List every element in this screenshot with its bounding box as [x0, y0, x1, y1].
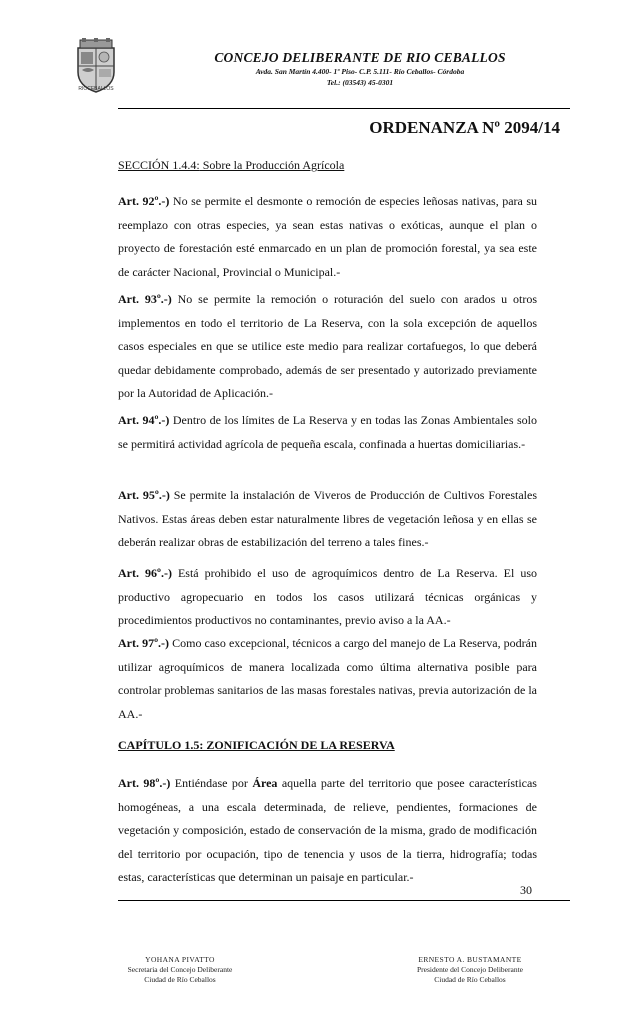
council-title: CONCEJO DELIBERANTE DE RIO CEBALLOS [214, 50, 506, 65]
signatory-role: Secretaria del Concejo Deliberante [127, 965, 233, 974]
article-text: No se permite la remoción o roturación del suelo con arados u otros implementos en todo el territorio de La Reserva, con la sola excepción de aquellos casos especiales en que se utilice este medio para realizar cortafuegos, lo que deberá quedar debidamente comprobado, además de ser presentado y autorizado previamente por la Autoridad de Aplicación.- [118, 292, 537, 400]
article-text: No se permite el desmonte o remoción de especies leñosas nativas, para su reemplazo con otras especies, ya sean estas nativas o exóticas, aunque el plan o proyecto de forestación esté enmarcado en un plan de promoción forestal, ya sea este de carácter Nacional, Provincial o Municipal.- [118, 194, 537, 279]
ordinance-number: ORDENANZA Nº 2094/14 [369, 118, 560, 137]
article-label: Art. 93º.-) [118, 292, 172, 306]
article-label: Art. 95º.-) [118, 488, 170, 502]
article-label: Art. 92º.-) [118, 194, 170, 208]
article-92 [118, 190, 537, 284]
article-97 [118, 632, 537, 726]
article-98 [118, 772, 537, 890]
article-text: Entiéndase por [170, 776, 253, 790]
chapter-heading: CAPÍTULO 1.5: ZONIFICACIÓN DE LA RESERVA [118, 738, 395, 752]
section-heading [118, 158, 344, 173]
article-95 [118, 484, 537, 555]
signatory-place: Ciudad de Río Ceballos [434, 975, 506, 984]
signatory-place: Ciudad de Río Ceballos [144, 975, 216, 984]
section-label: SECCIÓN 1.4.4: [118, 158, 200, 172]
article-text: Como caso excepcional, técnicos a cargo del manejo de La Reserva, podrán utilizar agroquímicos de manera localizada como última alternativa posible para controlar problemas sanitarios de las masas forestales nativas, previa autorización de la AA.- [118, 636, 537, 721]
article-94 [118, 409, 537, 456]
article-text: Dentro de los límites de La Reserva y en todas las Zonas Ambientales solo se permitirá actividad agrícola de pequeña escala, confinada a huertas domiciliarias.- [118, 413, 537, 451]
article-96 [118, 562, 537, 633]
signature-block-secretary [80, 955, 280, 985]
article-text: aquella parte del territorio que posee características homogéneas, a una escala determinada, de relieve, pendientes, formaciones de vegetación y composición, estado de conservación de la misma, grado de modificación del territorio por ocupación, tipo de tenencia y usos de la tierra, hidrografía; todas estas, características que determinan un paisaje en particular.- [118, 776, 537, 884]
article-label: Art. 94º.-) [118, 413, 170, 427]
crest-caption: RIOCEBALLOS [78, 86, 114, 92]
council-address: Avda. San Martín 4.400- 1º Piso- C.P. 5.111- Río Ceballos- Córdoba [255, 67, 465, 76]
signature-block-president [370, 955, 570, 985]
signatory-name: YOHANA PIVATTO [145, 955, 215, 964]
signatory-name: ERNESTO A. BUSTAMANTE [418, 955, 522, 964]
page-number: 30 [520, 883, 532, 897]
section-title: Sobre la Producción Agrícola [199, 158, 345, 172]
defined-term: Área [252, 776, 278, 790]
signatory-role: Presidente del Concejo Deliberante [416, 965, 523, 974]
header-divider [118, 108, 570, 109]
footer-divider [118, 900, 570, 901]
article-93 [118, 288, 537, 406]
council-phone: Tel.: (03543) 45-0301 [326, 78, 394, 87]
article-label: Art. 97º.-) [118, 636, 170, 650]
article-text: Se permite la instalación de Viveros de Producción de Cultivos Forestales Nativos. Estas áreas deben estar naturalmente libres de vegetación leñosa y en ellas se deberán realizar obras de estabilización del terreno a tales fines.- [118, 488, 537, 549]
article-text: Está prohibido el uso de agroquímicos dentro de La Reserva. El uso productivo agropecuario en todos los casos utilizará técnicas orgánicas y procedimientos productivos no contaminantes, previo aviso a la AA.- [118, 566, 537, 627]
article-label: Art. 98º.-) [118, 776, 171, 790]
article-label: Art. 96º.-) [118, 566, 172, 580]
